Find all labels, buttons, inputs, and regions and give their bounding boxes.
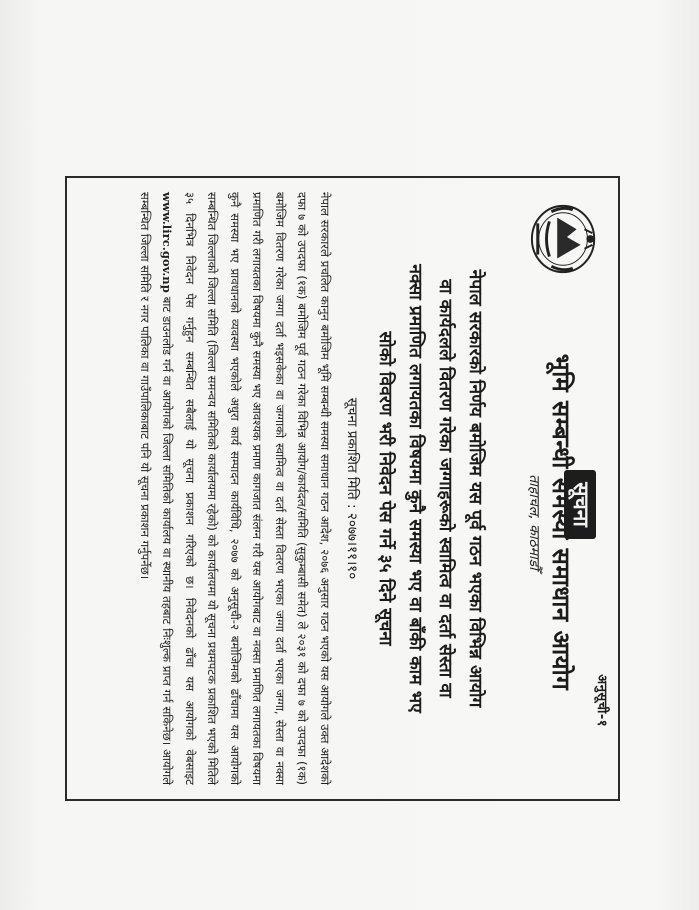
body-paragraph-1: नेपाल सरकारले प्रचलित कानुन बमोजिम भूमि सम्बन्धी समस्या समाधान गठन आदेश, २०७६ अनुसार गठन भएको यस आयोगले उक्त आदेशको दफा ७ को उपदफा (१क) बमोजिम पूर्व गठन गरेका विभिन्न आयोग/कार्यदल/समिति (सुकुम्बासी समेत) ले २०३१ को दफा ७ को उपदफा (१क) बमोजिम वितरण गरेका जग्गा दर्ता भइसकेका वा जग्गाको स्वामित्व वा दर्ता सेस्ता वितरण भएका जग्गा दर्ता भएका जग्गा, सेस्ता वा नक्सा प्रमाणित गरी लगायतका विषयमा कुनै समस्या भए आवश्यक प्रमाण कागजात संलग्न गरी यस आयोगबाट वा नक्सा प्रमाणित लगायतका विषयमा कुनै समस्या भए प्रावधानको व्यवस्था भएकोले अधुरा कार्य सम्पादन कार्यविधि, २०७७ को अनुसूची-२ बमोजिमको ढाँचामा यस आयोगको सम्बन्धित जिल्लाको जिल्ला समिति (जिल्ला समन्वय समितिको कार्यालयमा रहेको) को कार्यालयमा यो सूचना प्रथमपटक प्रकाशित भएको मितिले ३५ दिनभित्र निवेदन पेस गर्नुहुन सम्बन्धित सबैलाई यो सूचना प्रकाशन गरिएको छ। निवेदनको ढाँचा यस आयोगको वेबसाइट bbox=[183, 192, 332, 785]
notice-headline bbox=[370, 192, 490, 785]
notice-badge: सूचना bbox=[564, 470, 596, 539]
headline-line: नेपाल सरकारको निर्णय बमोजिम यस पूर्व गठन भएका विभिन्न आयोग bbox=[465, 269, 485, 708]
commission-address: ताहाचल, काठमाडौँ bbox=[526, 474, 542, 570]
nepal-emblem-icon bbox=[528, 200, 602, 278]
website-link[interactable]: www.lirc.gov.np bbox=[160, 192, 175, 293]
published-date: सूचना प्रकाशित मिति : २०७७।११।१० bbox=[344, 397, 360, 580]
headline-line: नक्सा प्रमाणित लगायतका विषयमा कुनै समस्या भए वा बाँकी काम भए bbox=[405, 264, 425, 713]
notice-document bbox=[65, 176, 620, 801]
notice-body bbox=[134, 192, 337, 785]
headline-line: सोको विवरण भरी निवेदन पेस गर्ने ३५ दिने सूचना bbox=[375, 331, 395, 646]
commission-name: भूमि सम्बन्धी समस्या समाधान आयोग bbox=[547, 353, 575, 691]
body-paragraph-2: बाट डाउनलोड गर्न वा आयोगको जिल्ला समितिको कार्यालय वा स्थानीय तहबाट निःशुल्क प्राप्त गर्न सकिनेछ। आयोगले सम्बन्धित जिल्ला समिति र नगर पालिका वा गाउँपालिकाबाट पनि यो सूचना प्रकाशन गर्नुपर्नेछ। bbox=[138, 192, 175, 786]
headline-line: वा कार्यदलले वितरण गरेका जग्गाहरूको स्वामित्व वा दर्ता सेस्ता वा bbox=[435, 279, 455, 698]
notice-header bbox=[494, 192, 612, 785]
schedule-label: अनुसूची-१ bbox=[594, 674, 609, 727]
